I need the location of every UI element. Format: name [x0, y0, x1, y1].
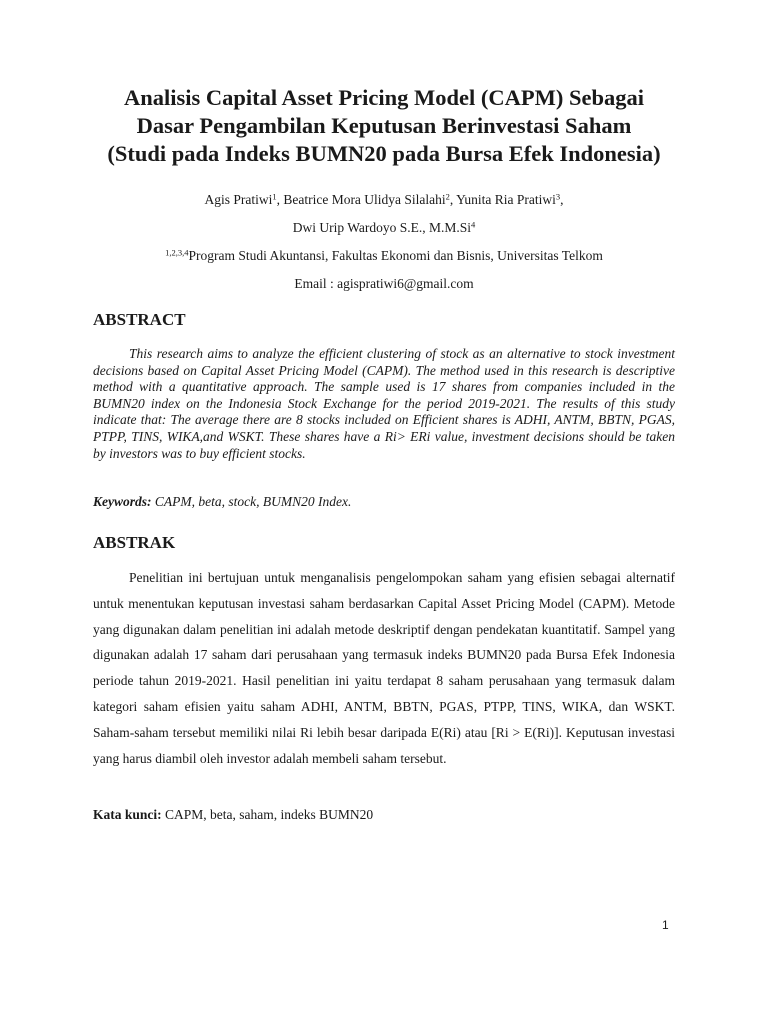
keywords-text: CAPM, beta, stock, BUMN20 Index. [154, 494, 352, 509]
author-line-2 [60, 214, 708, 242]
abstrak-heading: ABSTRAK [93, 533, 176, 552]
page-number: 1 [662, 918, 669, 932]
abstrak-body: Penelitian ini bertujuan untuk menganalisis pengelompokan saham yang efisien sebagai alternatif untuk menentukan keputusan investasi saham berdasarkan Capital Asset Pricing Model (CAPM). Metode yang digunakan dalam penelitian ini adalah metode deskriptif dengan pendekatan kuantitatif. Sampel yang digunakan adalah 17 saham dari perusahaan yang termasuk indeks BUMN20 pada Bursa Efek Indonesia periode tahun 2019-2021. Hasil penelitian ini yaitu terdapat 8 saham perusahaan yang termasuk dalam kategori saham efisien yaitu saham ADHI, ANTM, BBTN, PGAS, PTPP, TINS, WIKA, dan WSKT. Saham-saham tersebut memiliki nilai Ri lebih besar daripada E(Ri) atau [Ri > E(Ri)]. Keputusan investasi yang harus diambil oleh investor adalah membeli saham tersebut. [93, 570, 675, 766]
title-line-2: Dasar Pengambilan Keputusan Berinvestasi Saham [136, 113, 632, 138]
title-line-1: Analisis Capital Asset Pricing Model (CAPM) Sebagai [124, 85, 644, 110]
keywords-label: Keywords: [93, 494, 152, 509]
keywords [93, 494, 675, 510]
affiliation-superscript: 1,2,3,4 [165, 247, 189, 258]
kata-kunci-text: CAPM, beta, saham, indeks BUMN20 [165, 807, 374, 822]
author-name: Yunita Ria Pratiwi [456, 192, 556, 207]
abstract-heading: ABSTRACT [93, 310, 186, 329]
author-name: Beatrice Mora Ulidya Silalahi [283, 192, 446, 207]
author-superscript: 1 [272, 191, 277, 202]
affiliation [60, 242, 708, 270]
author-superscript: 2 [445, 191, 450, 202]
paper-title [60, 84, 708, 168]
kata-kunci [93, 807, 675, 823]
author-block [60, 186, 708, 298]
author-superscript: 3 [555, 191, 561, 202]
abstract-body: This research aims to analyze the efficient clustering of stock as an alternative to stock investment decisions based on Capital Asset Pricing Model (CAPM). The method used in this research is descriptive method with a quantitative approach. The sample used is 17 shares from companies included in the BUMN20 index on the Indonesia Stock Exchange for the period 2019-2021. The results of this study indicate that: The average there are 8 stocks included on Efficient shares is ADHI, ANTM, BBTN, PGAS, PTPP, TINS, WIKA,and WSKT. These shares have a Ri> ERi value, investment decisions should be taken by investors was to buy efficient stocks. [93, 346, 675, 461]
affiliation-text: Program Studi Akuntansi, Fakultas Ekonomi dan Bisnis, Universitas Telkom [188, 248, 603, 263]
author-line-1: Agis Pratiwi$^1$, Beatrice Mora Ulidya Silalahi$^2$, Yunita Ria Pratiwi$^3$, [204, 191, 564, 207]
title-line-3: (Studi pada Indeks BUMN20 pada Bursa Efek Indonesia) [107, 141, 661, 166]
author-name: Dwi Urip Wardoyo S.E., M.M.Si [292, 220, 472, 235]
kata-kunci-label: Kata kunci: [93, 807, 162, 822]
author-superscript: 4 [471, 219, 476, 230]
email: Email : agispratiwi6@gmail.com [294, 276, 474, 291]
author-name: Agis Pratiwi [204, 192, 273, 207]
